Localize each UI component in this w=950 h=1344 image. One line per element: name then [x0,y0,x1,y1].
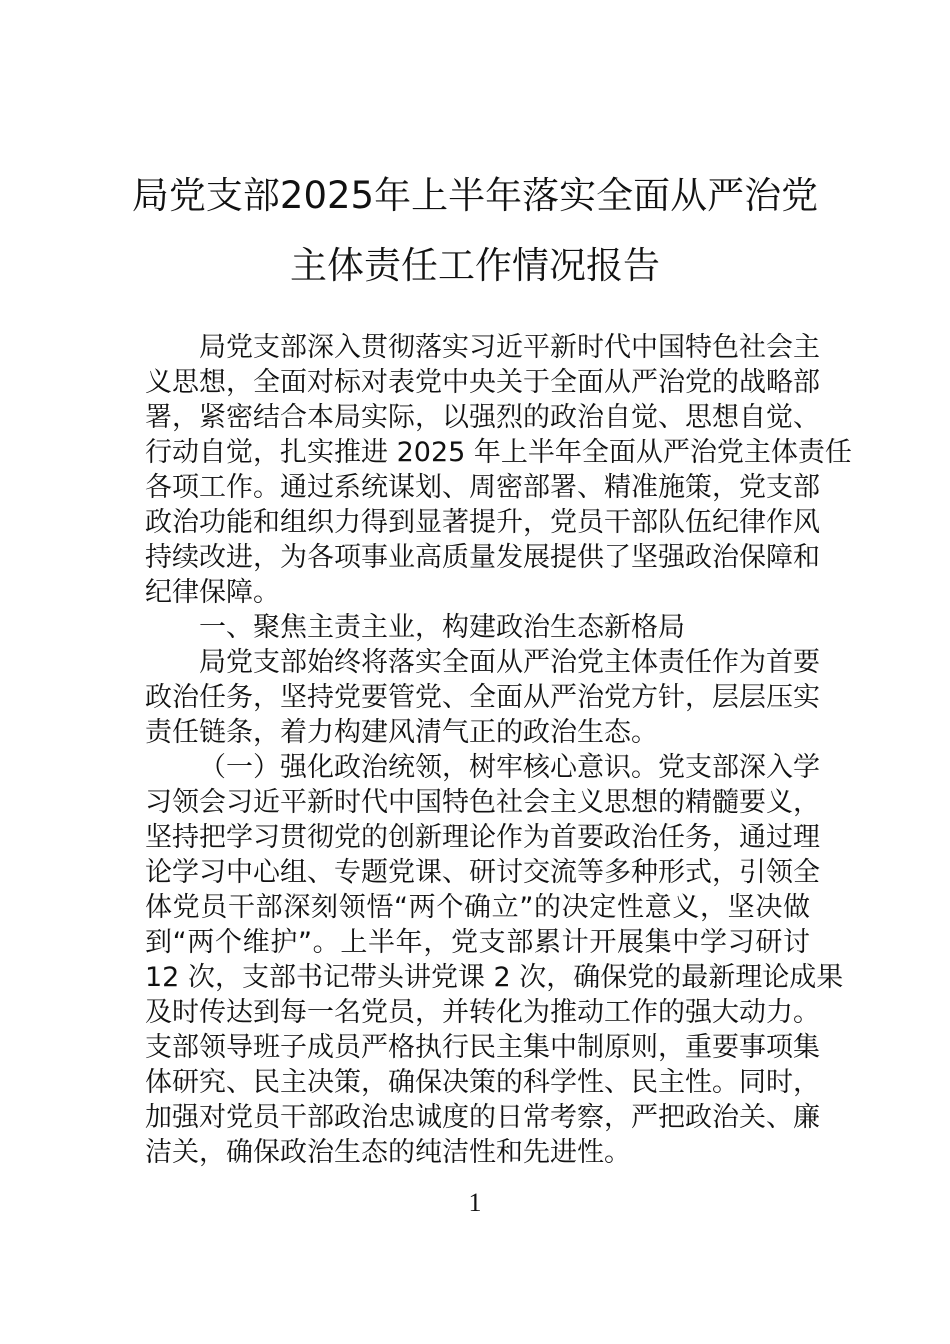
section-heading: 一、聚焦主责主业，构建政治生态新格局 [199,612,685,643]
body-line: （一）强化政治统领，树牢核心意识。党支部深入学 [199,752,820,783]
body-line: 及时传达到每一名党员，并转化为推动工作的强大动力。 [145,997,820,1028]
body-line: 坚持把学习贯彻党的创新理论作为首要政治任务，通过理 [145,822,820,853]
page-number: 1 [468,1188,482,1217]
document-body [145,330,852,1170]
body-line: 体党员干部深刻领悟“两个确立”的决定性意义，坚决做 [145,892,810,923]
body-line: 局党支部始终将落实全面从严治党主体责任作为首要 [199,647,820,678]
body-line: 政治功能和组织力得到显著提升，党员干部队伍纪律作风 [145,507,820,538]
body-line: 义思想，全面对标对表党中央关于全面从严治党的战略部 [145,367,820,398]
body-line: 论学习中心组、专题党课、研讨交流等多种形式，引领全 [145,857,820,888]
body-line: 体研究、民主决策，确保决策的科学性、民主性。同时， [145,1067,820,1098]
body-line: 到“两个维护”。上半年，党支部累计开展集中学习研讨 [145,927,810,958]
body-line: 12 次，支部书记带头讲党课 2 次，确保党的最新理论成果 [145,962,844,993]
body-line: 持续改进，为各项事业高质量发展提供了坚强政治保障和 [145,542,820,573]
body-line: 习领会习近平新时代中国特色社会主义思想的精髓要义， [145,787,820,818]
body-line: 各项工作。通过系统谋划、周密部署、精准施策，党支部 [145,472,820,503]
document-title-line-1: 局党支部2025年上半年落实全面从严治党 [131,174,819,217]
body-line: 署，紧密结合本局实际，以强烈的政治自觉、思想自觉、 [145,402,820,433]
body-line: 行动自觉，扎实推进 2025 年上半年全面从严治党主体责任 [145,437,852,468]
document-title-line-2: 主体责任工作情况报告 [290,244,660,287]
body-line: 责任链条，着力构建风清气正的政治生态。 [145,717,658,748]
body-line: 洁关，确保政治生态的纯洁性和先进性。 [145,1137,631,1168]
body-line: 政治任务，坚持党要管党、全面从严治党方针，层层压实 [145,682,820,713]
body-line: 支部领导班子成员严格执行民主集中制原则，重要事项集 [145,1032,820,1063]
body-line: 局党支部深入贯彻落实习近平新时代中国特色社会主 [199,332,820,363]
body-line: 纪律保障。 [145,577,280,608]
body-line: 加强对党员干部政治忠诚度的日常考察，严把政治关、廉 [145,1102,820,1133]
